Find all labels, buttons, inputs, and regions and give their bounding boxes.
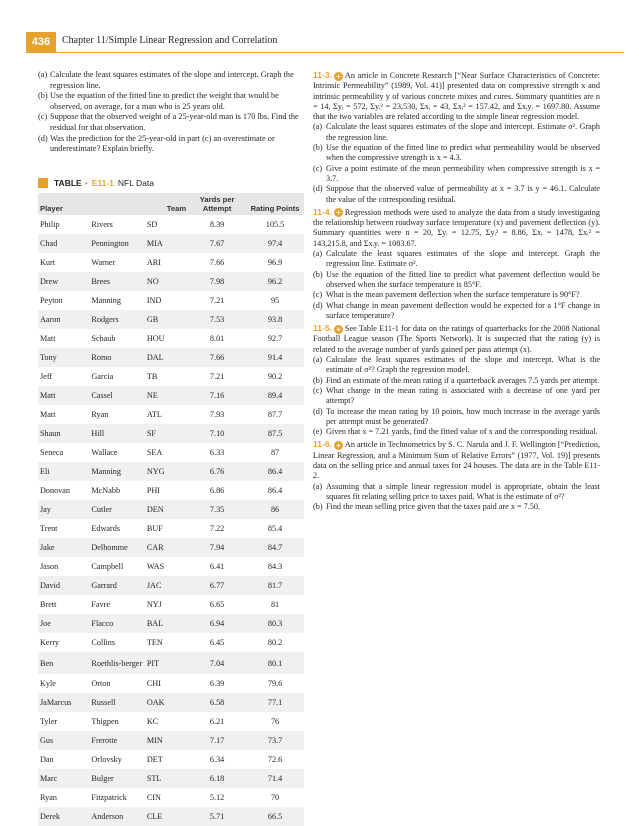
cell-rating: 86.4 xyxy=(246,481,304,500)
cell-last-name: Campbell xyxy=(89,557,144,576)
cell-rating: 81.7 xyxy=(246,576,304,595)
cell-first-name: Gus xyxy=(38,731,89,750)
cell-first-name: Drew xyxy=(38,272,89,291)
table-row xyxy=(38,807,304,826)
cell-rating: 86 xyxy=(246,500,304,519)
cell-first-name: Matt xyxy=(38,405,89,424)
cell-first-name: Chad xyxy=(38,234,89,253)
cell-team: KC xyxy=(145,712,188,731)
cell-yards: 7.10 xyxy=(188,424,246,443)
cell-team: NE xyxy=(145,386,188,405)
cell-last-name: Edwards xyxy=(89,519,144,538)
cell-first-name: Kurt xyxy=(38,253,89,272)
table-row xyxy=(38,215,304,234)
cell-yards: 6.21 xyxy=(188,712,246,731)
table-row xyxy=(38,462,304,481)
cell-first-name: Tyler xyxy=(38,712,89,731)
cell-first-name: Jay xyxy=(38,500,89,519)
cell-team: MIN xyxy=(145,731,188,750)
cell-rating: 86.4 xyxy=(246,462,304,481)
table-row xyxy=(38,576,304,595)
table-row xyxy=(38,253,304,272)
cell-rating: 71.4 xyxy=(246,769,304,788)
cell-rating: 96.2 xyxy=(246,272,304,291)
cell-yards: 6.41 xyxy=(188,557,246,576)
cell-last-name: Favre xyxy=(89,595,144,614)
table-row xyxy=(38,633,304,652)
page-header xyxy=(26,32,624,52)
cell-yards: 6.65 xyxy=(188,595,246,614)
cell-yards: 7.66 xyxy=(188,253,246,272)
cell-team: CAR xyxy=(145,538,188,557)
header-rule xyxy=(26,52,624,53)
plus-icon: + xyxy=(334,325,343,334)
cell-last-name: Warner xyxy=(89,253,144,272)
cell-first-name: Eli xyxy=(38,462,89,481)
cell-team: STL xyxy=(145,769,188,788)
cell-yards: 8.39 xyxy=(188,215,246,234)
cell-first-name: Seneca xyxy=(38,443,89,462)
cell-team: SEA xyxy=(145,443,188,462)
cell-first-name: Jason xyxy=(38,557,89,576)
table-row xyxy=(38,291,304,310)
cell-rating: 93.8 xyxy=(246,310,304,329)
cell-first-name: Kyle xyxy=(38,674,89,693)
cell-first-name: Trent xyxy=(38,519,89,538)
cell-rating: 95 xyxy=(246,291,304,310)
cell-last-name: Manning xyxy=(89,462,144,481)
plus-icon: + xyxy=(334,441,343,450)
cell-team: OAK xyxy=(145,693,188,712)
table-row xyxy=(38,731,304,750)
table-row xyxy=(38,367,304,386)
cell-last-name: Wallace xyxy=(89,443,144,462)
cell-team: WAS xyxy=(145,557,188,576)
table-title: TABLE • E11-1 NFL Data xyxy=(38,177,154,189)
cell-team: DAL xyxy=(145,348,188,367)
table-row xyxy=(38,750,304,769)
cell-last-name: Brees xyxy=(89,272,144,291)
cell-first-name: Donovan xyxy=(38,481,89,500)
cell-last-name: Bulger xyxy=(89,769,144,788)
page-number: 436 xyxy=(26,32,56,52)
cell-team: NYG xyxy=(145,462,188,481)
cell-team: NYJ xyxy=(145,595,188,614)
cell-yards: 7.04 xyxy=(188,652,246,674)
cell-rating: 76 xyxy=(246,712,304,731)
left-column xyxy=(38,70,303,155)
header-rating: Rating Points xyxy=(246,193,304,215)
table-row xyxy=(38,788,304,807)
table-row xyxy=(38,386,304,405)
cell-team: BUF xyxy=(145,519,188,538)
plus-icon: + xyxy=(334,72,343,81)
cell-last-name: Schaub xyxy=(89,329,144,348)
cell-rating: 84.7 xyxy=(246,538,304,557)
cell-rating: 77.1 xyxy=(246,693,304,712)
cell-team: TB xyxy=(145,367,188,386)
cell-team: ARI xyxy=(145,253,188,272)
cell-team: PHI xyxy=(145,481,188,500)
table-row xyxy=(38,595,304,614)
cell-last-name: McNabb xyxy=(89,481,144,500)
table-row xyxy=(38,234,304,253)
exercise-11-3: 11-3. + An article in Concrete Research [“Near Surface Characteristics of Concrete: Intrinsic Permeability” (1989, Vol. 41)] presented data on compressive strength x and intrinsic permeability y of various concrete mixes and cures. Summary quantities are n = 14, Σyᵢ = 572, Σyᵢ² = 23,530, Σxᵢ = 43, Σxᵢ² = 157.42, and Σxᵢyᵢ = 1697.80. Assume that the two variables are related according to the simple linear regression model. (a) Calculate the least squares estimates of the slope and intercept. Estimate σ². Graph the regression line. (b) Use the equation of the fitted line to predict what permeability would be observed when the compressive strength is x = 4.3. (c) Give a point estimate of the mean permeability when compressive strength is x = 3.7. (d) Suppose that the observed value of permeability at x = 3.7 is y = 46.1. Calculate the value of the corresponding residual. xyxy=(313,70,600,204)
exercise-11-4: 11-4. + Regression methods were used to analyze the data from a study investigating the relationship between roadway surface temperature (x) and pavement deflection (y). Summary quantities were n = 20, Σyᵢ = 12.75, Σyᵢ² = 8.86, Σxᵢ = 1478, Σxᵢ² = 143,215.8, and Σxᵢyᵢ = 1083.67. (a) Calculate the least squares estimates of the slope and intercept. Graph the regression line. Estimate σ². (b) Use the equation of the fitted line to predict what pavement deflection would be observed when the surface temperature is 85°F. (c) What is the mean pavement deflection when the surface temperature is 90°F? (d) What change in mean pavement deflection would be expected for a 1°F change in surface temperature? xyxy=(313,206,600,320)
table-row xyxy=(38,348,304,367)
cell-yards: 7.66 xyxy=(188,348,246,367)
cell-team: SD xyxy=(145,215,188,234)
cell-rating: 91.4 xyxy=(246,348,304,367)
table-row xyxy=(38,481,304,500)
exercise-11-5: 11-5. + See Table E11-1 for data on the ratings of quarterbacks for the 2008 National Football League season (The Sports Network). It is suspected that the rating (y) is related to the average number of yards gained per pass attempt (x). (a) Calculate the least squares estimates of the slope and intercept. What is the estimate of σ²? Graph the regression model. (b) Find an estimate of the mean rating if a quarterback averages 7.5 yards per attempt. (c) What change in the mean rating is associated with a decrease of one yard per attempt? (d) To increase the mean rating by 10 points, how much increase in the average yards per attempt must be generated? (e) Given that x = 7.21 yards, find the fitted value of x and the corresponding residual. xyxy=(313,323,600,437)
cell-yards: 7.21 xyxy=(188,291,246,310)
cell-last-name: Fitzpatrick xyxy=(89,788,144,807)
cell-rating: 72.6 xyxy=(246,750,304,769)
cell-first-name: Matt xyxy=(38,386,89,405)
cell-rating: 66.5 xyxy=(246,807,304,826)
cell-rating: 87.5 xyxy=(246,424,304,443)
table-row xyxy=(38,443,304,462)
cell-team: DET xyxy=(145,750,188,769)
table-row xyxy=(38,712,304,731)
cell-yards: 7.93 xyxy=(188,405,246,424)
cell-last-name: Cassel xyxy=(89,386,144,405)
cell-last-name: Garcia xyxy=(89,367,144,386)
cell-last-name: Garrard xyxy=(89,576,144,595)
cell-team: BAL xyxy=(145,614,188,633)
table-row xyxy=(38,500,304,519)
list-item: (c) Suppose that the observed weight of a 25-year-old man is 170 lbs. Find the residual for that observation. xyxy=(38,112,299,132)
cell-team: NO xyxy=(145,272,188,291)
cell-last-name: Rodgers xyxy=(89,310,144,329)
cell-yards: 6.34 xyxy=(188,750,246,769)
cell-last-name: Orlovsky xyxy=(89,750,144,769)
cell-team: TEN xyxy=(145,633,188,652)
cell-first-name: Kerry xyxy=(38,633,89,652)
cell-team: PIT xyxy=(145,652,188,674)
cell-first-name: Dan xyxy=(38,750,89,769)
table-row xyxy=(38,693,304,712)
cell-first-name: Aaron xyxy=(38,310,89,329)
cell-team: SF xyxy=(145,424,188,443)
cell-first-name: Ben xyxy=(38,652,89,674)
table-row xyxy=(38,310,304,329)
cell-first-name: Jeff xyxy=(38,367,89,386)
table-row xyxy=(38,329,304,348)
header-team: Team xyxy=(145,193,188,215)
cell-team: CHI xyxy=(145,674,188,693)
chapter-title: Chapter 11/Simple Linear Regression and Correlation xyxy=(62,35,278,46)
cell-rating: 85.4 xyxy=(246,519,304,538)
cell-rating: 73.7 xyxy=(246,731,304,750)
cell-last-name: Collins xyxy=(89,633,144,652)
cell-rating: 84.3 xyxy=(246,557,304,576)
cell-yards: 6.39 xyxy=(188,674,246,693)
table-row xyxy=(38,614,304,633)
table-row xyxy=(38,405,304,424)
cell-first-name: Derek xyxy=(38,807,89,826)
exercise-11-6: 11-6. + An article in Technometrics by S. C. Narula and J. F. Wellington [“Prediction, Linear Regression, and a Minimum Sum of Relative Errors” (1977, Vol. 19)] presents data on the selling price and annual taxes for 24 houses. The data are in the Table E11-2. (a) Assuming that a simple linear regression model is appropriate, obtain the least squares fit relating selling price to taxes paid. What is the estimate of σ²? (b) Find the mean selling price given that the taxes paid are x = 7.50. xyxy=(313,439,600,512)
list-item: (d) Was the prediction for the 25-year-old in part (c) an overestimate or underestimate? Explain briefly. xyxy=(38,133,275,154)
cell-first-name: Brett xyxy=(38,595,89,614)
cell-yards: 7.98 xyxy=(188,272,246,291)
right-column xyxy=(313,70,600,514)
cell-rating: 97.4 xyxy=(246,234,304,253)
cell-rating: 96.9 xyxy=(246,253,304,272)
cell-yards: 6.45 xyxy=(188,633,246,652)
cell-yards: 7.22 xyxy=(188,519,246,538)
cell-first-name: Shaun xyxy=(38,424,89,443)
cell-team: DEN xyxy=(145,500,188,519)
cell-last-name: Roethlis-berger xyxy=(89,652,144,674)
plus-icon: + xyxy=(334,208,343,217)
cell-last-name: Delhomme xyxy=(89,538,144,557)
cell-first-name: Tony xyxy=(38,348,89,367)
cell-team: CLE xyxy=(145,807,188,826)
list-item: (b) Use the equation of the fitted line to predict the weight that would be observed, on average, for a man who is 25 years old. xyxy=(38,91,279,111)
cell-rating: 80.1 xyxy=(246,652,304,674)
cell-first-name: Matt xyxy=(38,329,89,348)
cell-first-name: JaMarcus xyxy=(38,693,89,712)
cell-last-name: Romo xyxy=(89,348,144,367)
cell-rating: 92.7 xyxy=(246,329,304,348)
cell-last-name: Flacco xyxy=(89,614,144,633)
cell-first-name: Peyton xyxy=(38,291,89,310)
cell-first-name: Ryan xyxy=(38,788,89,807)
cell-yards: 6.58 xyxy=(188,693,246,712)
cell-first-name: Philip xyxy=(38,215,89,234)
cell-rating: 70 xyxy=(246,788,304,807)
cell-first-name: Jake xyxy=(38,538,89,557)
list-item: (a) Calculate the least squares estimates of the slope and intercept. Graph the regression line. xyxy=(38,70,294,90)
cell-yards: 6.77 xyxy=(188,576,246,595)
cell-rating: 79.6 xyxy=(246,674,304,693)
cell-rating: 89.4 xyxy=(246,386,304,405)
cell-rating: 81 xyxy=(246,595,304,614)
table-square-icon xyxy=(38,178,48,188)
cell-yards: 5.12 xyxy=(188,788,246,807)
cell-team: JAC xyxy=(145,576,188,595)
cell-yards: 7.35 xyxy=(188,500,246,519)
cell-yards: 6.94 xyxy=(188,614,246,633)
cell-last-name: Cutler xyxy=(89,500,144,519)
cell-first-name: David xyxy=(38,576,89,595)
table-row xyxy=(38,674,304,693)
cell-team: HOU xyxy=(145,329,188,348)
cell-team: MIA xyxy=(145,234,188,253)
cell-last-name: Ryan xyxy=(89,405,144,424)
nfl-data-table xyxy=(38,193,304,826)
cell-last-name: Hill xyxy=(89,424,144,443)
cell-first-name: Joe xyxy=(38,614,89,633)
table-row xyxy=(38,652,304,674)
cell-yards: 7.67 xyxy=(188,234,246,253)
header-player: Player xyxy=(38,193,145,215)
cell-yards: 7.17 xyxy=(188,731,246,750)
cell-last-name: Orton xyxy=(89,674,144,693)
table-header-row xyxy=(38,193,304,215)
table-row xyxy=(38,424,304,443)
cell-last-name: Manning xyxy=(89,291,144,310)
cell-last-name: Frerotte xyxy=(89,731,144,750)
cell-rating: 87.7 xyxy=(246,405,304,424)
table-row xyxy=(38,538,304,557)
table-row xyxy=(38,557,304,576)
table-row xyxy=(38,519,304,538)
cell-yards: 6.76 xyxy=(188,462,246,481)
cell-last-name: Pennington xyxy=(89,234,144,253)
cell-team: CIN xyxy=(145,788,188,807)
cell-yards: 7.94 xyxy=(188,538,246,557)
cell-yards: 6.86 xyxy=(188,481,246,500)
cell-yards: 6.33 xyxy=(188,443,246,462)
cell-yards: 7.21 xyxy=(188,367,246,386)
cell-team: ATL xyxy=(145,405,188,424)
cell-rating: 87 xyxy=(246,443,304,462)
cell-rating: 105.5 xyxy=(246,215,304,234)
header-yards: Yards per Attempt xyxy=(188,193,246,215)
cell-first-name: Marc xyxy=(38,769,89,788)
cell-last-name: Thigpen xyxy=(89,712,144,731)
cell-team: GB xyxy=(145,310,188,329)
cell-last-name: Russell xyxy=(89,693,144,712)
cell-last-name: Rivers xyxy=(89,215,144,234)
cell-rating: 90.2 xyxy=(246,367,304,386)
cell-yards: 7.53 xyxy=(188,310,246,329)
table-row xyxy=(38,272,304,291)
cell-rating: 80.3 xyxy=(246,614,304,633)
cell-team: IND xyxy=(145,291,188,310)
table-row xyxy=(38,769,304,788)
cell-yards: 7.16 xyxy=(188,386,246,405)
cell-last-name: Anderson xyxy=(89,807,144,826)
cell-yards: 6.18 xyxy=(188,769,246,788)
cell-rating: 80.2 xyxy=(246,633,304,652)
left-exercise-list xyxy=(38,70,303,155)
cell-yards: 8.01 xyxy=(188,329,246,348)
cell-yards: 5.71 xyxy=(188,807,246,826)
